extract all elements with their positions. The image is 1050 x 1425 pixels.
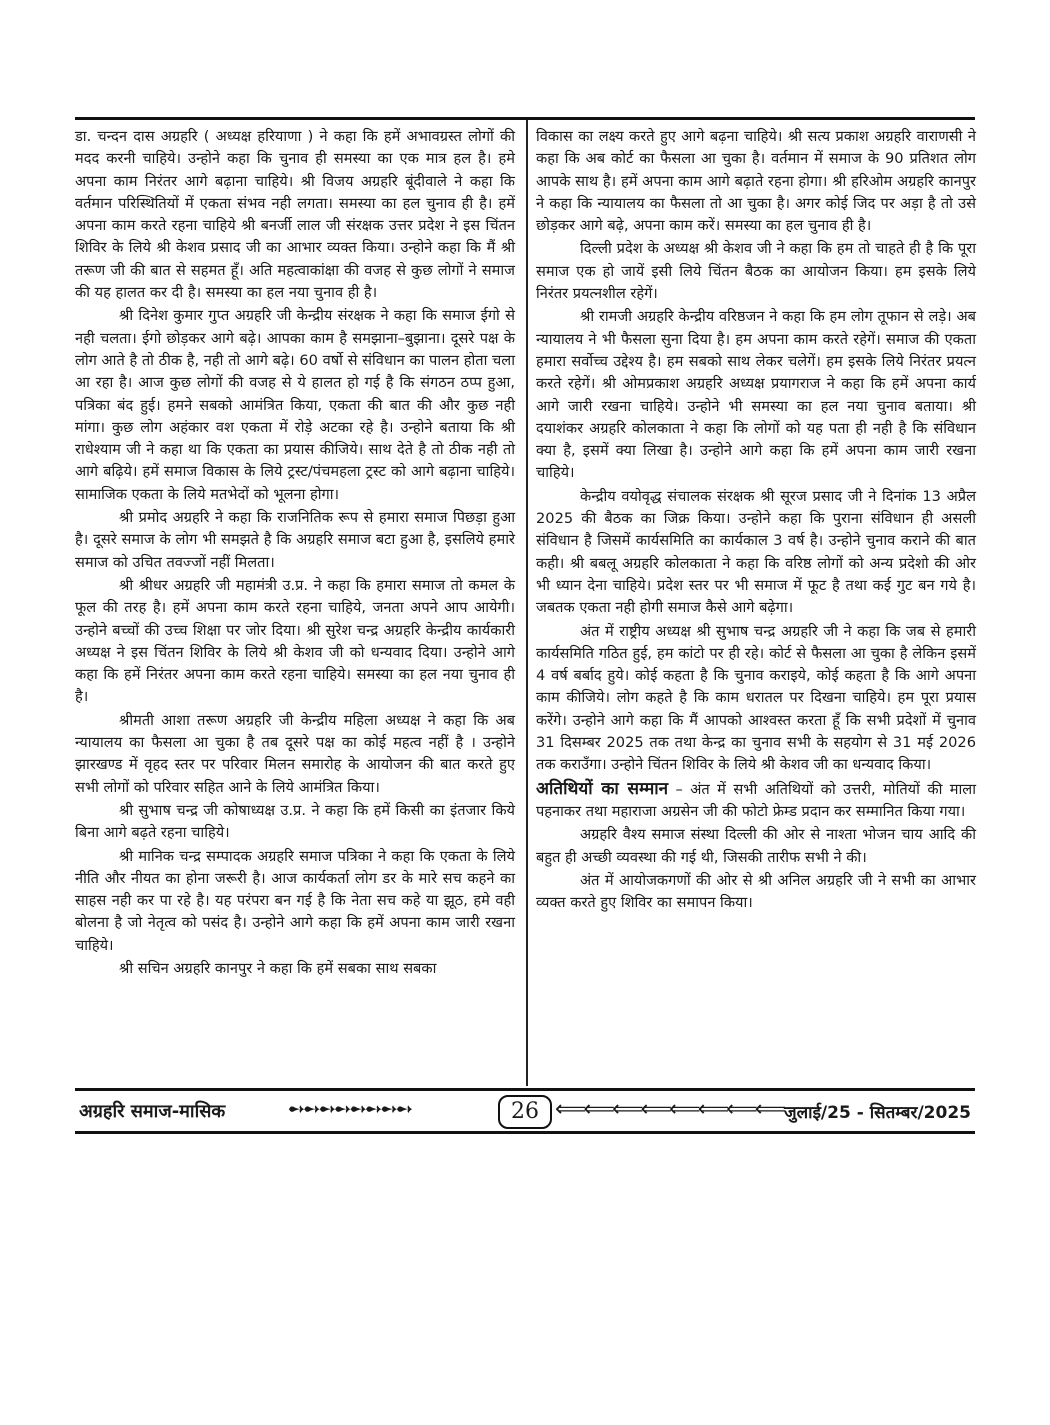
arrow-ornament-icon: ⟸⟸⟸⟸⟸⟸⟸⟸ xyxy=(555,1097,784,1122)
paragraph: श्री रामजी अग्रहरि केन्द्रीय वरिष्ठजन ने कहा कि हम लोग तूफान से लड़े। अब न्यायालय ने भी फैसला सुना दिया है। हम अपना काम करते रहेगें। समाज की एकता हमारा सर्वोच्च उद्देश्य है। हम सबको साथ लेकर चलेगें। हम इसके लिये निरंतर प्रयत्न करते रहेगें। श्री ओमप्रकाश अग्रहरि अध्यक्ष प्रयागराज ने कहा कि हमें अपना कार्य आगे जारी रखना चाहिये। उन्होने भी समस्या का हल नया चुनाव बताया। श्री दयाशंकर अग्रहरि कोलकाता ने कहा कि लोगों को यह पता ही नही है कि संविधान क्या है, इसमें क्या लिखा है। उन्होने आगे कहा कि हमें अपना काम जारी रखना चाहिये। xyxy=(536,308,976,482)
paragraph: श्री मानिक चन्द्र सम्पादक अग्रहरि समाज पत्रिका ने कहा कि एकता के लिये नीति और नीयत का होना जरूरी है। आज कार्यकर्ता लोग डर के मारे सच कहने का साहस नही कर पा रहे है। यह परंपरा बन गई है कि नेता सच कहे या झूठ, हमे वही बोलना है जो नेतृत्व को पसंद है। उन्होने आगे कहा कि हमें अपना काम जारी रखना चाहिये। xyxy=(75,847,515,954)
section-paragraph xyxy=(536,778,976,824)
paragraph: अंत में राष्ट्रीय अध्यक्ष श्री सुभाष चन्द्र अग्रहरि जी ने कहा कि जब से हमारी कार्यसमिति गठित हुई, हम कांटो पर ही रहे। कोर्ट से फैसला आ चुका है लेकिन इसमें 4 वर्ष बर्बाद हुये। कोई कहता है कि चुनाव कराइये, कोई कहता है कि आगे अपना काम कीजिये। लोग कहते है कि काम धरातल पर दिखना चाहिये। हम पूरा प्रयास करेंगे। उन्होने आगे कहा कि मैं आपको आश्वस्त करता हूँ कि सभी प्रदेशों में चुनाव 31 दिसम्बर 2025 तक तथा केन्द्र का चुनाव सभी के सहयोग से 31 मई 2026 तक कराउँगा। उन्होने चिंतन शिविर के लिये श्री केशव जी का धन्यवाद किया। xyxy=(536,622,976,774)
section-text: – अंत में सभी अतिथियों को उत्तरी, मोतियों की माला पहनाकर तथा महाराजा अग्रसेन जी की फोटो फ्रेम्ड प्रदान कर सम्मानित किया गया। xyxy=(536,780,976,820)
arrow-ornament-icon: ➻➻➻➻➻➻➻➻ xyxy=(287,1097,411,1122)
paragraph: अग्रहरि वैश्य समाज संस्था दिल्ली की ओर से नाश्ता भोजन चाय आदि की बहुत ही अच्छी व्यवस्था की गई थी, जिसकी तारीफ सभी ने की। xyxy=(536,826,976,866)
left-column xyxy=(75,126,515,980)
publication-name: अग्रहरि समाज-मासिक xyxy=(79,1101,226,1122)
paragraph: श्री सचिन अग्रहरि कानपुर ने कहा कि हमें सबका साथ सबका xyxy=(119,959,437,977)
paragraph: डा. चन्दन दास अग्रहरि ( अध्यक्ष हरियाणा ) ने कहा कि हमें अभावग्रस्त लोगों की मदद करनी चाहिये। उन्होने कहा कि चुनाव ही समस्या का एक मात्र हल है। हमे अपना काम निरंतर आगे बढ़ाना चाहिये। श्री विजय अग्रहरि बूंदीवाले ने कहा कि वर्तमान परिस्थितियों में एकता संभव नही लगता। समस्या का हल चुनाव ही है। हमें अपना काम करते रहना चाहिये श्री बनर्जी लाल जी संरक्षक उत्तर प्रदेश ने इस चिंतन शिविर के लिये श्री केशव प्रसाद जी का आभार व्यक्त किया। उन्होने कहा कि मैं श्री तरूण जी की बात से सहमत हूँ। अति महत्वाकांक्षा की वजह से कुछ लोगों ने समाज की यह हालत कर दी है। समस्या का हल नया चुनाव ही है। xyxy=(75,128,515,302)
paragraph: विकास का लक्ष्य करते हुए आगे बढ़ना चाहिये। श्री सत्य प्रकाश अग्रहरि वाराणसी ने कहा कि अब कोर्ट का फैसला आ चुका है। वर्तमान में समाज के 90 प्रतिशत लोग आपके साथ है। हमें अपना काम आगे बढ़ाते रहना होगा। श्री हरिओम अग्रहरि कानपुर ने कहा कि न्यायालय का फैसला तो आ चुका है। अगर कोई जिद पर अड़ा है तो उसे छोड़कर आगे बढ़े, अपना काम करें। समस्या का हल चुनाव ही है। xyxy=(536,128,977,235)
issue-date: जुलाई/25 - सितम्बर/2025 xyxy=(784,1103,971,1123)
page-number: 26 xyxy=(498,1095,552,1129)
paragraph: श्री प्रमोद अग्रहरि ने कहा कि राजनितिक रूप से हमारा समाज पिछड़ा हुआ है। दूसरे समाज के लोग भी समझते है कि अग्रहरि समाज बटा हुआ है, इसलिये हमारे समाज को उचित तवज्जों नहीं मिलता। xyxy=(75,509,515,571)
paragraph: श्री दिनेश कुमार गुप्त अग्रहरि जी केन्द्रीय संरक्षक ने कहा कि समाज ईगो से नही चलता। ईगो छोड़कर आगे बढ़े। आपका काम है समझाना–बुझाना। दूसरे पक्ष के लोग आते है तो ठीक है, नही तो आगे बढ़े। 60 वर्षो से संविधान का पालन होता चला आ रहा है। आज कुछ लोगों की वजह से ये हालत हो गई है कि संगठन ठप्प हुआ, पत्रिका बंद हुई। हमने सबको आमंत्रित किया, एकता की बात की और कुछ नही मांगा। कुछ लोग अहंकार वश एकता में रोड़े अटका रहे है। उन्होने बताया कि श्री राधेश्याम जी ने कहा था कि एकता का प्रयास कीजिये। साथ देते है तो ठीक नही तो आगे बढ़िये। हमें समाज विकास के लिये ट्रस्ट/पंचमहला ट्रस्ट को आगे बढ़ाना चाहिये। सामाजिक एकता के लिये मतभेदों को भूलना होगा। xyxy=(75,307,515,503)
footer-bottom-rule xyxy=(75,1131,975,1134)
top-rule xyxy=(75,117,975,120)
paragraph: केन्द्रीय वयोवृद्ध संचालक संरक्षक श्री सूरज प्रसाद जी ने दिनांक 13 अप्रैल 2025 की बैठक का जिक्र किया। उन्होने कहा कि पुराना संविधान ही असली संविधान है जिसमें कार्यसमिति का कार्यकाल 3 वर्ष है। उन्होने चुनाव कराने की बात कही। श्री बबलू अग्रहरि कोलकाता ने कहा कि वरिष्ठ लोगों को अन्य प्रदेशो की ओर भी ध्यान देना चाहिये। प्रदेश स्तर पर भी समाज में फूट है तथा कई गुट बन गये है। जबतक एकता नही होगी समाज कैसे आगे बढ़ेगा। xyxy=(536,487,977,617)
paragraph: श्री सुभाष चन्द्र जी कोषाध्यक्ष उ.प्र. ने कहा कि हमें किसी का इंतजार किये बिना आगे बढ़ते रहना चाहिये। xyxy=(75,801,515,842)
paragraph: दिल्ली प्रदेश के अध्यक्ष श्री केशव जी ने कहा कि हम तो चाहते ही है कि पूरा समाज एक हो जायें इसी लिये चिंतन बैठक का आयोजन किया। हम इसके लिये निरंतर प्रयत्नशील रहेगें। xyxy=(536,240,976,303)
footer xyxy=(75,1093,975,1129)
column-divider xyxy=(526,120,528,1086)
paragraph: श्रीमती आशा तरूण अग्रहरि जी केन्द्रीय महिला अध्यक्ष ने कहा कि अब न्यायालय का फैसला आ चुका है तब दूसरे पक्ष का कोई महत्व नहीं है । उन्होने झारखण्ड में वृहद स्तर पर परिवार मिलन समारोह के आयोजन की बात करते हुए सभी लोगों को परिवार सहित आने के लिये आमंत्रित किया। xyxy=(75,711,515,796)
section-heading: अतिथियों का सम्मान xyxy=(536,778,669,799)
paragraph: श्री श्रीधर अग्रहरि जी महामंत्री उ.प्र. ने कहा कि हमारा समाज तो कमल के फूल की तरह है। हमें अपना काम करते रहना चाहिये, जनता अपने आप आयेगी। उन्होने बच्चों की उच्च शिक्षा पर जोर दिया। श्री सुरेश चन्द्र अग्रहरि केन्द्रीय कार्यकारी अध्यक्ष ने इस चिंतन शिविर के लिये श्री केशव जी को धन्यवाद दिया। उन्होने आगे कहा कि हमें निरंतर अपना काम करते रहना चाहिये। समस्या का हल नया चुनाव ही है। xyxy=(75,576,515,706)
right-column xyxy=(536,126,976,914)
paragraph: अंत में आयोजकगणों की ओर से श्री अनिल अग्रहरि जी ने सभी का आभार व्यक्त करते हुए शिविर का समापन किया। xyxy=(536,871,976,912)
footer-top-rule xyxy=(75,1088,975,1091)
